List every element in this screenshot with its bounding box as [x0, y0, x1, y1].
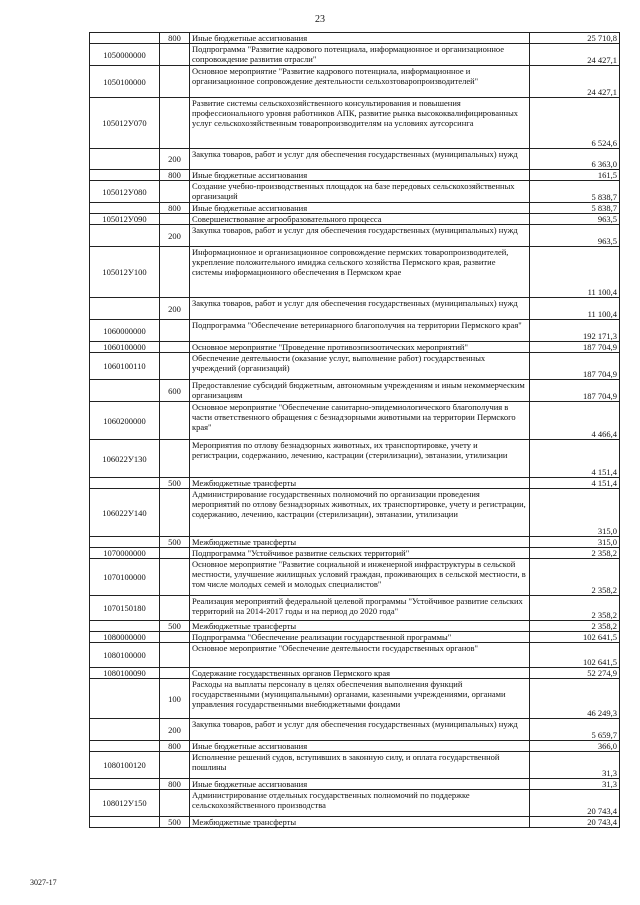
amount-cell: 102 641,5 — [530, 643, 620, 668]
target-code-cell — [90, 203, 160, 214]
target-code-cell — [90, 719, 160, 741]
table-row — [90, 342, 620, 353]
item-name-cell: Предоставление субсидий бюджетным, автономным учреждениям и иным некоммерческим организациям — [190, 380, 530, 402]
table-row — [90, 741, 620, 752]
expense-type-cell — [160, 548, 190, 559]
page-number: 23 — [315, 14, 325, 25]
expense-type-cell: 800 — [160, 33, 190, 44]
target-code-cell — [90, 170, 160, 181]
item-name-cell: Закупка товаров, работ и услуг для обеспечения государственных (муниципальных) нужд — [190, 225, 530, 247]
item-name-cell: Основное мероприятие "Обеспечение деятельности государственных органов" — [190, 643, 530, 668]
table-row — [90, 298, 620, 320]
table-row — [90, 353, 620, 380]
item-name-cell: Развитие системы сельскохозяйственного консультирования и повышения профессионального уровня работников АПК, развитие рынка высококвалифицированных услуг сельскохозяйственным товаропроизводителям на условиях аутсорсинга — [190, 98, 530, 149]
expense-type-cell: 600 — [160, 380, 190, 402]
amount-cell: 2 358,2 — [530, 548, 620, 559]
target-code-cell — [90, 779, 160, 790]
item-name-cell: Основное мероприятие "Проведение противоэпизоотических мероприятий" — [190, 342, 530, 353]
expense-type-cell: 100 — [160, 679, 190, 719]
table-row — [90, 170, 620, 181]
target-code-cell — [90, 380, 160, 402]
table-row — [90, 402, 620, 440]
expense-type-cell — [160, 98, 190, 149]
target-code-cell: 1080000000 — [90, 632, 160, 643]
amount-cell: 31,3 — [530, 779, 620, 790]
expense-type-cell — [160, 752, 190, 779]
amount-cell: 187 704,9 — [530, 380, 620, 402]
amount-cell: 46 249,3 — [530, 679, 620, 719]
table-row — [90, 44, 620, 66]
amount-cell: 4 466,4 — [530, 402, 620, 440]
table-row — [90, 225, 620, 247]
amount-cell: 4 151,4 — [530, 478, 620, 489]
table-row — [90, 489, 620, 537]
expense-type-cell: 800 — [160, 170, 190, 181]
table-row — [90, 66, 620, 98]
expense-type-cell — [160, 790, 190, 817]
item-name-cell: Подпрограмма "Развитие кадрового потенциала, информационное и организационное сопровождение развития отрасли" — [190, 44, 530, 66]
table-row — [90, 214, 620, 225]
target-code-cell: 1080100000 — [90, 643, 160, 668]
item-name-cell: Закупка товаров, работ и услуг для обеспечения государственных (муниципальных) нужд — [190, 298, 530, 320]
item-name-cell: Расходы на выплаты персоналу в целях обеспечения выполнения функций государственными (муниципальными) органами, казенными учреждениями, органами управления государственными внебюджетными фондами — [190, 679, 530, 719]
table-row — [90, 668, 620, 679]
target-code-cell: 1060200000 — [90, 402, 160, 440]
item-name-cell: Иные бюджетные ассигнования — [190, 170, 530, 181]
item-name-cell: Закупка товаров, работ и услуг для обеспечения государственных (муниципальных) нужд — [190, 719, 530, 741]
target-code-cell: 105012У080 — [90, 181, 160, 203]
item-name-cell: Информационное и организационное сопровождение пермских товаропроизводителей, укрепление положительного имиджа сельского хозяйства Пермского края, развитие системы информационного обеспечения в Пермском крае — [190, 247, 530, 298]
table-row — [90, 478, 620, 489]
item-name-cell: Иные бюджетные ассигнования — [190, 741, 530, 752]
target-code-cell: 1070150180 — [90, 596, 160, 621]
item-name-cell: Основное мероприятие "Развитие социальной и инженерной инфраструктуры в сельской местности, улучшение жилищных условий граждан, проживающих в сельской местности, в том числе молодых семей и молодых специалистов" — [190, 559, 530, 596]
table-row — [90, 679, 620, 719]
amount-cell: 2 358,2 — [530, 559, 620, 596]
expense-type-cell: 800 — [160, 741, 190, 752]
table-row — [90, 380, 620, 402]
expense-type-cell — [160, 668, 190, 679]
item-name-cell: Межбюджетные трансферты — [190, 817, 530, 828]
item-name-cell: Основное мероприятие "Развитие кадрового потенциала, информационное и организационное сопровождение деятельности сельхозтоваропроизводителей" — [190, 66, 530, 98]
target-code-cell: 1050100000 — [90, 66, 160, 98]
table-row — [90, 596, 620, 621]
table-row — [90, 537, 620, 548]
amount-cell: 25 710,8 — [530, 33, 620, 44]
expense-type-cell: 800 — [160, 779, 190, 790]
amount-cell: 6 363,0 — [530, 149, 620, 170]
table-row — [90, 33, 620, 44]
table-row — [90, 247, 620, 298]
expense-type-cell — [160, 353, 190, 380]
target-code-cell: 1060100110 — [90, 353, 160, 380]
target-code-cell: 1080100090 — [90, 668, 160, 679]
amount-cell: 11 100,4 — [530, 298, 620, 320]
target-code-cell: 1060100000 — [90, 342, 160, 353]
item-name-cell: Межбюджетные трансферты — [190, 621, 530, 632]
target-code-cell: 1070000000 — [90, 548, 160, 559]
target-code-cell: 1070100000 — [90, 559, 160, 596]
table-row — [90, 320, 620, 342]
expense-type-cell: 500 — [160, 478, 190, 489]
expense-type-cell — [160, 440, 190, 478]
target-code-cell: 108012У150 — [90, 790, 160, 817]
amount-cell: 6 524,6 — [530, 98, 620, 149]
target-code-cell — [90, 741, 160, 752]
expense-type-cell — [160, 66, 190, 98]
table-row — [90, 632, 620, 643]
expense-type-cell — [160, 643, 190, 668]
target-code-cell — [90, 225, 160, 247]
amount-cell: 366,0 — [530, 741, 620, 752]
budget-table — [89, 32, 620, 828]
expense-type-cell — [160, 632, 190, 643]
expense-type-cell — [160, 342, 190, 353]
amount-cell: 31,3 — [530, 752, 620, 779]
table-row — [90, 440, 620, 478]
target-code-cell: 106022У140 — [90, 489, 160, 537]
expense-type-cell — [160, 489, 190, 537]
target-code-cell — [90, 478, 160, 489]
item-name-cell: Создание учебно-производственных площадок на базе передовых сельскохозяйственных организаций — [190, 181, 530, 203]
amount-cell: 102 641,5 — [530, 632, 620, 643]
expense-type-cell — [160, 44, 190, 66]
item-name-cell: Межбюджетные трансферты — [190, 478, 530, 489]
item-name-cell: Администрирование отдельных государственных полномочий по поддержке сельскохозяйственного производства — [190, 790, 530, 817]
target-code-cell: 105012У070 — [90, 98, 160, 149]
amount-cell: 187 704,9 — [530, 353, 620, 380]
target-code-cell — [90, 537, 160, 548]
table-row — [90, 548, 620, 559]
table-row — [90, 790, 620, 817]
expense-type-cell: 200 — [160, 719, 190, 741]
table-row — [90, 621, 620, 632]
expense-type-cell: 200 — [160, 149, 190, 170]
amount-cell: 20 743,4 — [530, 790, 620, 817]
table-row — [90, 203, 620, 214]
target-code-cell: 105012У100 — [90, 247, 160, 298]
target-code-cell — [90, 679, 160, 719]
amount-cell: 963,5 — [530, 214, 620, 225]
amount-cell: 5 838,7 — [530, 203, 620, 214]
item-name-cell: Содержание государственных органов Пермского края — [190, 668, 530, 679]
item-name-cell: Закупка товаров, работ и услуг для обеспечения государственных (муниципальных) нужд — [190, 149, 530, 170]
expense-type-cell: 500 — [160, 817, 190, 828]
expense-type-cell: 200 — [160, 298, 190, 320]
item-name-cell: Обеспечение деятельности (оказание услуг, выполнение работ) государственных учреждений (организаций) — [190, 353, 530, 380]
amount-cell: 5 838,7 — [530, 181, 620, 203]
table-row — [90, 752, 620, 779]
amount-cell: 2 358,2 — [530, 596, 620, 621]
expense-type-cell — [160, 247, 190, 298]
amount-cell: 52 274,9 — [530, 668, 620, 679]
expense-type-cell — [160, 320, 190, 342]
expense-type-cell: 800 — [160, 203, 190, 214]
table-row — [90, 817, 620, 828]
item-name-cell: Иные бюджетные ассигнования — [190, 779, 530, 790]
expense-type-cell: 500 — [160, 537, 190, 548]
table-row — [90, 779, 620, 790]
budget-table-body — [90, 33, 620, 828]
item-name-cell: Иные бюджетные ассигнования — [190, 33, 530, 44]
amount-cell: 24 427,1 — [530, 66, 620, 98]
table-row — [90, 181, 620, 203]
expense-type-cell: 200 — [160, 225, 190, 247]
amount-cell: 315,0 — [530, 537, 620, 548]
amount-cell: 11 100,4 — [530, 247, 620, 298]
target-code-cell: 1080100120 — [90, 752, 160, 779]
item-name-cell: Совершенствование агрообразовательного процесса — [190, 214, 530, 225]
table-row — [90, 559, 620, 596]
amount-cell: 4 151,4 — [530, 440, 620, 478]
amount-cell: 5 659,7 — [530, 719, 620, 741]
expense-type-cell — [160, 596, 190, 621]
footer-document-code: 3027-17 — [30, 878, 57, 887]
expense-type-cell — [160, 559, 190, 596]
target-code-cell: 106022У130 — [90, 440, 160, 478]
target-code-cell — [90, 149, 160, 170]
amount-cell: 20 743,4 — [530, 817, 620, 828]
item-name-cell: Мероприятия по отлову безнадзорных животных, их транспортировке, учету и регистрации, содержанию, лечению, кастрации (стерилизации), эвтаназии, утилизации — [190, 440, 530, 478]
item-name-cell: Основное мероприятие "Обеспечение санитарно-эпидемиологического благополучия в части ответственного обращения с безнадзорными животными на территории Пермского края" — [190, 402, 530, 440]
expense-type-cell — [160, 181, 190, 203]
target-code-cell: 1060000000 — [90, 320, 160, 342]
item-name-cell: Реализация мероприятий федеральной целевой программы "Устойчивое развитие сельских территорий на 2014-2017 годы и на период до 2020 года" — [190, 596, 530, 621]
expense-type-cell: 500 — [160, 621, 190, 632]
item-name-cell: Межбюджетные трансферты — [190, 537, 530, 548]
item-name-cell: Исполнение решений судов, вступивших в законную силу, и оплата государственной пошлины — [190, 752, 530, 779]
table-row — [90, 719, 620, 741]
amount-cell: 315,0 — [530, 489, 620, 537]
table-row — [90, 98, 620, 149]
target-code-cell: 1050000000 — [90, 44, 160, 66]
item-name-cell: Подпрограмма "Обеспечение реализации государственной программы" — [190, 632, 530, 643]
target-code-cell — [90, 33, 160, 44]
amount-cell: 2 358,2 — [530, 621, 620, 632]
target-code-cell — [90, 298, 160, 320]
amount-cell: 187 704,9 — [530, 342, 620, 353]
table-row — [90, 149, 620, 170]
expense-type-cell — [160, 402, 190, 440]
amount-cell: 192 171,3 — [530, 320, 620, 342]
target-code-cell: 105012У090 — [90, 214, 160, 225]
target-code-cell — [90, 621, 160, 632]
item-name-cell: Администрирование государственных полномочий по организации проведения мероприятий по отлову безнадзорных животных, их транспортировке, учету и регистрации, содержанию, лечению, кастрации (стерилизации), эвтаназии, утилизации — [190, 489, 530, 537]
item-name-cell: Подпрограмма "Устойчивое развитие сельских территорий" — [190, 548, 530, 559]
amount-cell: 24 427,1 — [530, 44, 620, 66]
amount-cell: 161,5 — [530, 170, 620, 181]
item-name-cell: Иные бюджетные ассигнования — [190, 203, 530, 214]
table-row — [90, 643, 620, 668]
amount-cell: 963,5 — [530, 225, 620, 247]
expense-type-cell — [160, 214, 190, 225]
target-code-cell — [90, 817, 160, 828]
item-name-cell: Подпрограмма "Обеспечение ветеринарного благополучия на территории Пермского края" — [190, 320, 530, 342]
